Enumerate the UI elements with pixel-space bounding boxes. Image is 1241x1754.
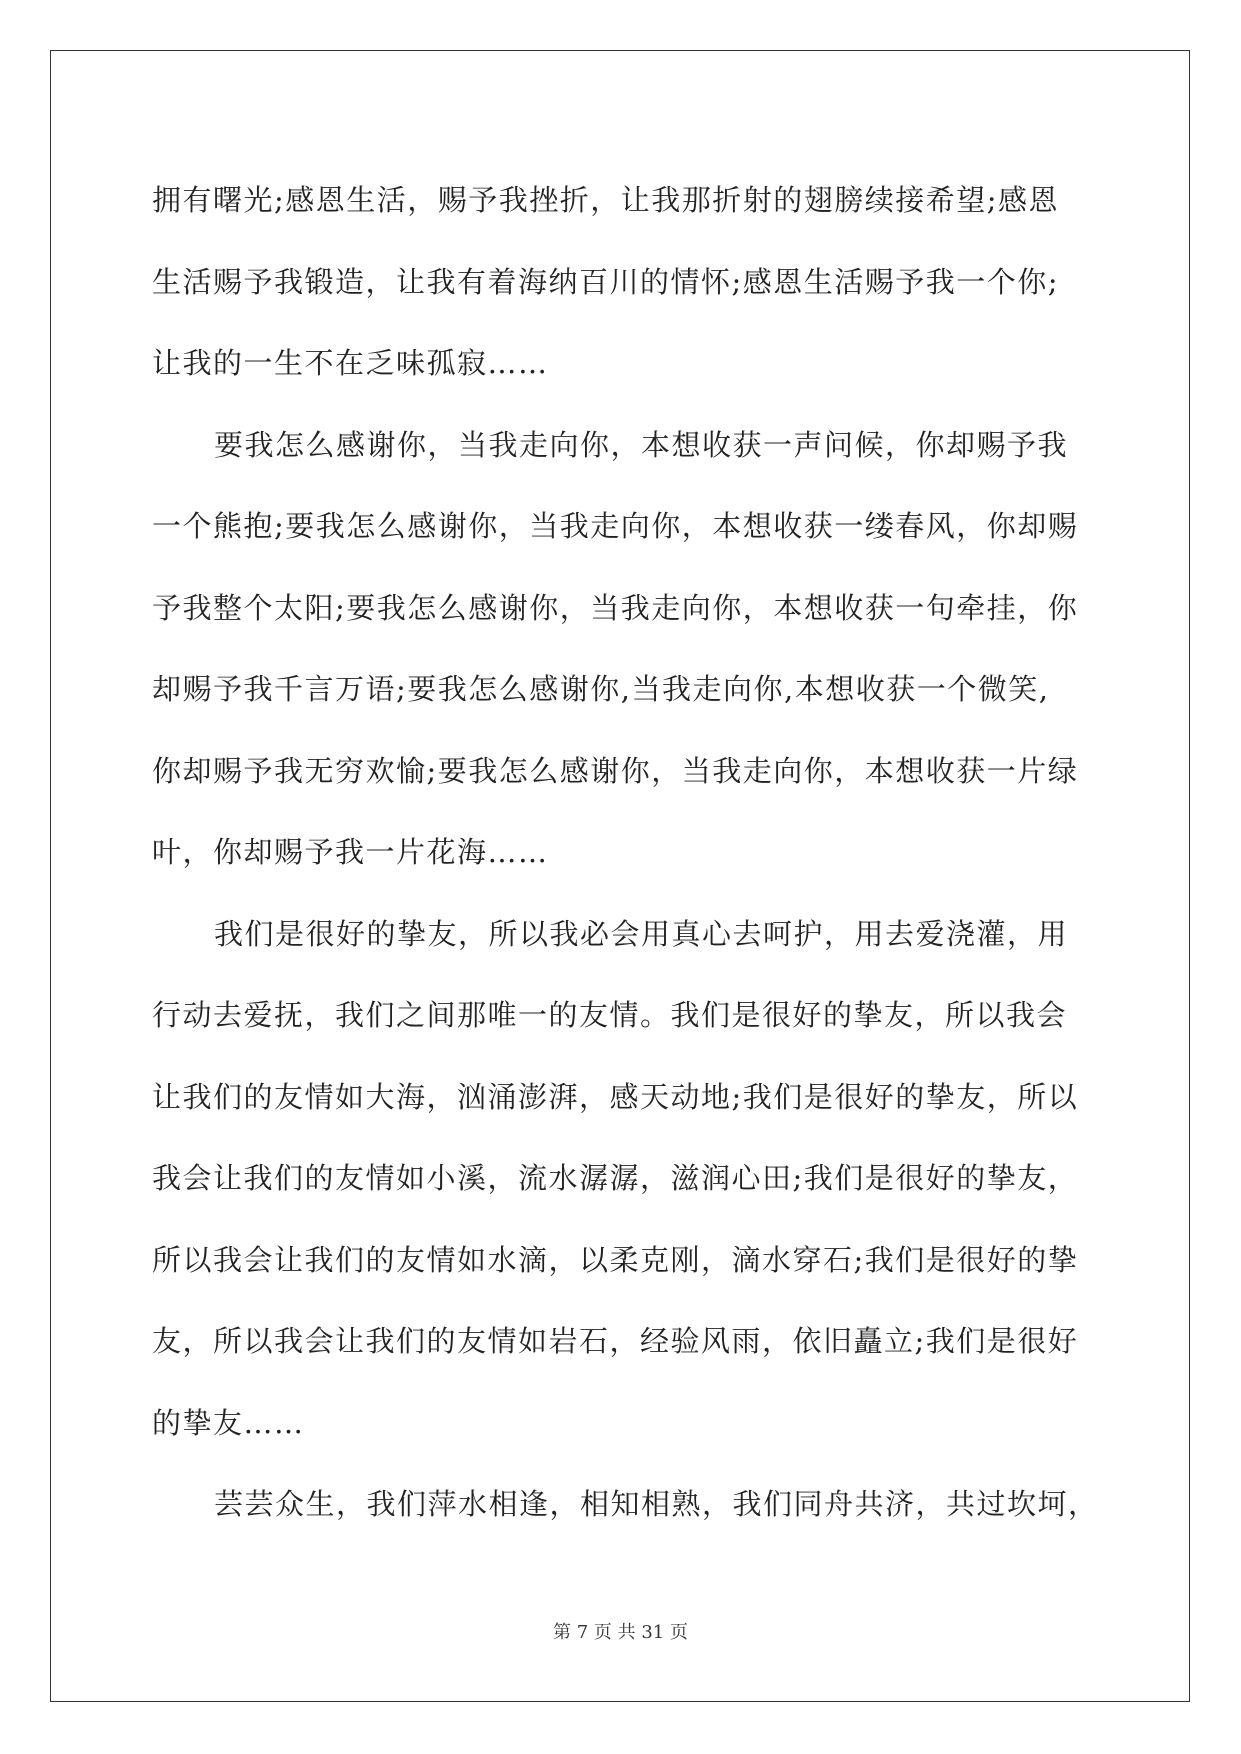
paragraph — [152, 405, 1112, 894]
text-line: 要我怎么感谢你，当我走向你，本想收获一声问候，你却赐予我 — [214, 427, 1069, 462]
text-line: 却赐予我千言万语;要我怎么感谢你,当我走向你,本想收获一个微笑, — [152, 672, 1050, 706]
text-line: 的挚友…… — [152, 1405, 305, 1440]
text-line: 拥有曙光;感恩生活，赐予我挫折，让我那折射的翅膀续接希望;感恩 — [152, 183, 1060, 217]
text-line: 我会让我们的友情如小溪，流水潺潺，滋润心田;我们是很好的挚友， — [152, 1161, 1079, 1195]
text-line: 叶，你却赐予我一片花海…… — [152, 835, 549, 869]
text-line: 让我的一生不在乏味孤寂…… — [152, 346, 549, 380]
text-line: 友，所以我会让我们的友情如岩石，经验风雨，依旧矗立;我们是很好 — [152, 1324, 1079, 1358]
text-line: 一个熊抱;要我怎么感谢你，当我走向你，本想收获一缕春风，你却赐 — [152, 509, 1079, 543]
text-line: 让我们的友情如大海，汹涌澎湃，感天动地;我们是很好的挚友，所以 — [152, 1079, 1079, 1114]
text-line: 芸芸众生，我们萍水相逢，相知相熟，我们同舟共济，共过坎坷， — [214, 1487, 1099, 1521]
text-line: 予我整个太阳;要我怎么感谢你，当我走向你，本想收获一句牵挂，你 — [152, 590, 1079, 625]
paragraph — [152, 160, 1112, 405]
text-line: 所以我会让我们的友情如水滴，以柔克刚，滴水穿石;我们是很好的挚 — [152, 1242, 1079, 1277]
text-line: 我们是很好的挚友，所以我必会用真心去呵护，用去爱浇灌，用 — [214, 916, 1069, 951]
text-line: 生活赐予我锻造，让我有着海纳百川的情怀;感恩生活赐予我一个你; — [152, 264, 1060, 299]
document-body — [152, 160, 1112, 1546]
text-line: 行动去爱抚，我们之间那唯一的友情。我们是很好的挚友，所以我会 — [152, 998, 1068, 1032]
text-line: 你却赐予我无穷欢愉;要我怎么感谢你，当我走向你，本想收获一片绿 — [152, 753, 1079, 788]
page-number-footer: 第 7 页 共 31 页 — [553, 1622, 688, 1643]
paragraph — [152, 894, 1112, 1465]
paragraph — [152, 1464, 1112, 1546]
